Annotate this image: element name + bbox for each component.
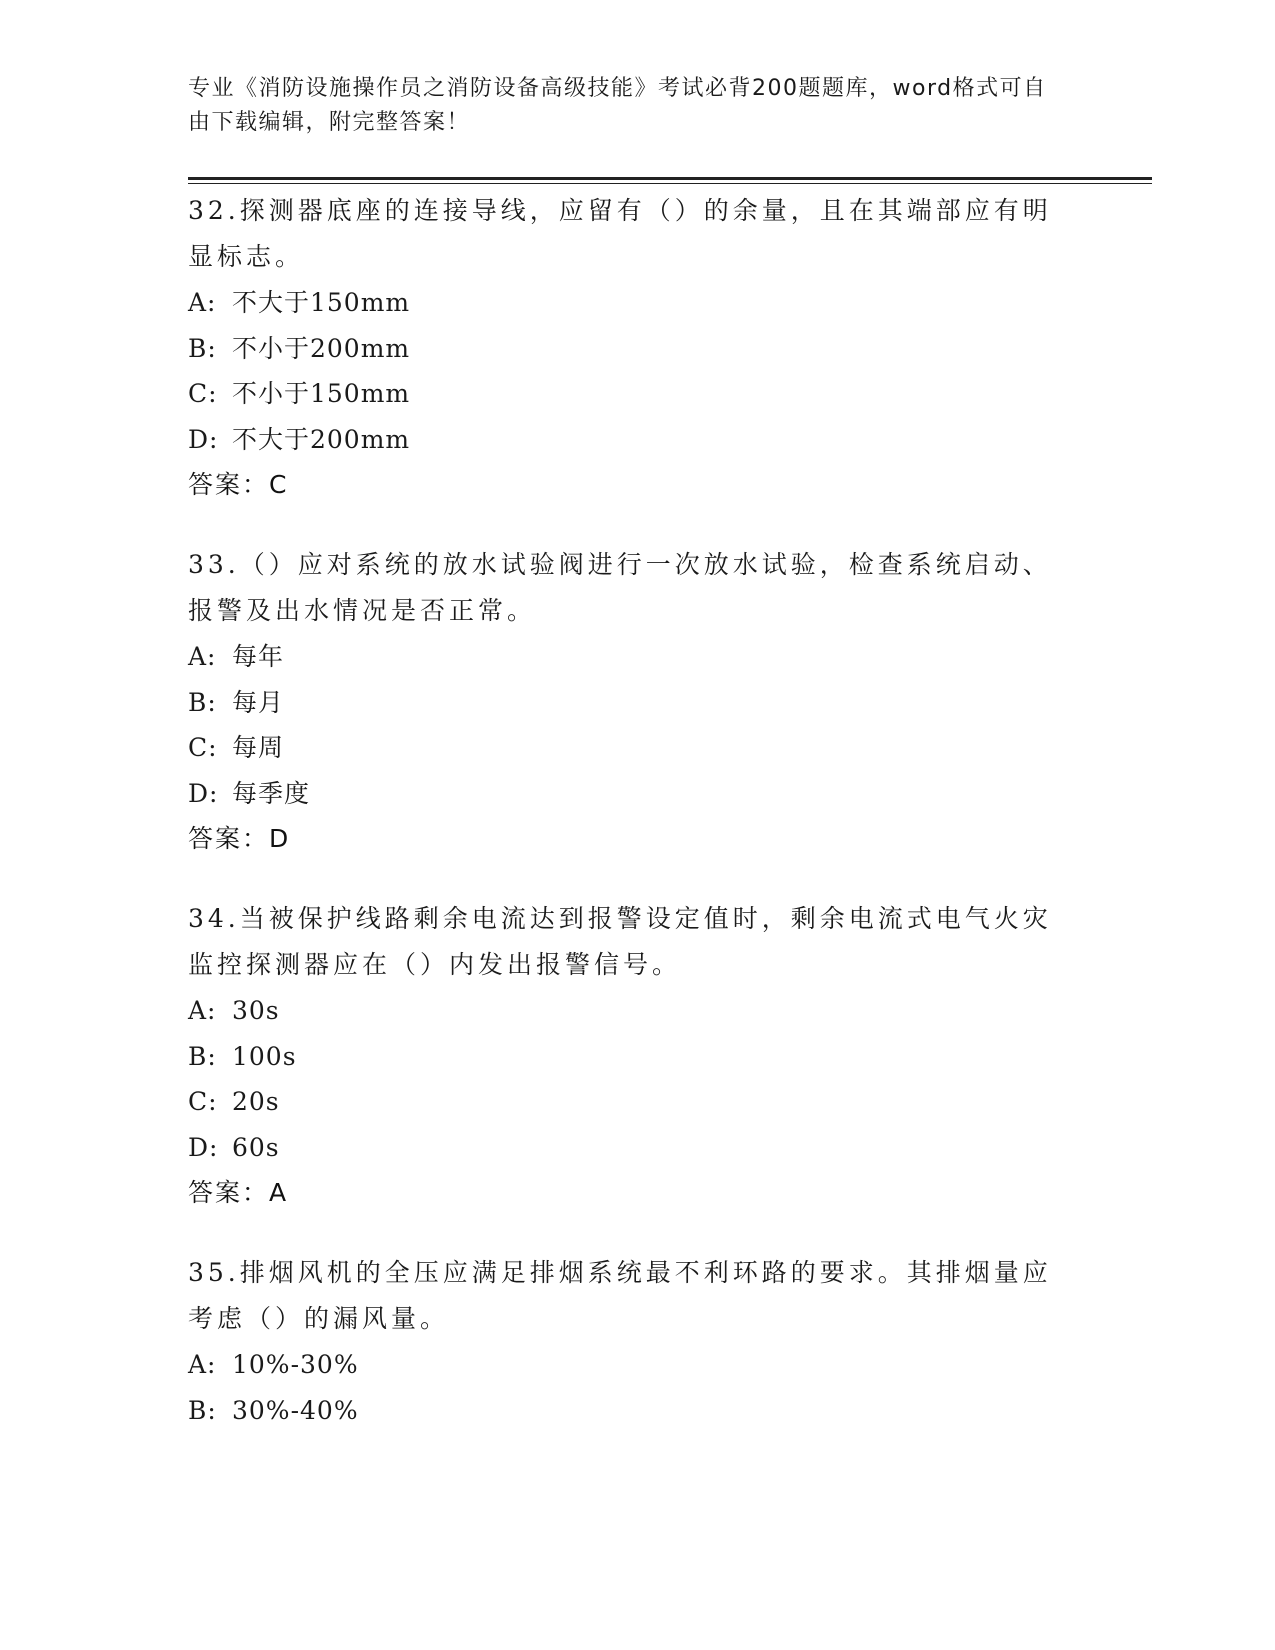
option-c	[188, 725, 1068, 771]
question-list	[188, 188, 1068, 1467]
option-text: 30s	[232, 996, 280, 1025]
option-text: 不大于200mm	[232, 424, 411, 454]
option-text: 不小于200mm	[232, 333, 411, 363]
option-text: 每季度	[232, 778, 311, 808]
option-text: 30%-40%	[232, 1395, 359, 1425]
option-a	[188, 634, 1068, 680]
option-a	[188, 280, 1068, 326]
option-a	[188, 1342, 1068, 1388]
option-letter: D:	[188, 424, 219, 454]
option-text: 不大于150mm	[232, 288, 411, 317]
option-letter: A:	[188, 642, 217, 671]
option-b	[188, 680, 1068, 726]
option-a	[188, 988, 1068, 1034]
question-33	[188, 542, 1068, 862]
option-d	[188, 771, 1068, 817]
option-letter: C:	[188, 1087, 218, 1116]
option-text: 每年	[232, 642, 285, 671]
option-text: 每月	[232, 687, 285, 717]
option-text: 每周	[232, 733, 285, 762]
option-c	[188, 371, 1068, 417]
option-letter: D:	[188, 778, 219, 808]
option-letter: D:	[188, 1132, 219, 1162]
header-divider-thick	[188, 177, 1152, 180]
option-d	[188, 417, 1068, 463]
option-d	[188, 1125, 1068, 1171]
question-stem: 35.排烟风机的全压应满足排烟系统最不利环路的要求。其排烟量应考虑（）的漏风量。	[188, 1258, 1052, 1333]
option-text: 20s	[232, 1087, 280, 1116]
option-letter: B:	[188, 687, 217, 717]
option-letter: A:	[188, 288, 217, 317]
option-letter: A:	[188, 996, 217, 1025]
option-b	[188, 1034, 1068, 1080]
option-letter: A:	[188, 1350, 217, 1379]
question-32	[188, 188, 1068, 508]
option-letter: B:	[188, 1041, 217, 1071]
answer-line: 答案：D	[188, 824, 291, 853]
option-letter: B:	[188, 1395, 217, 1425]
option-text: 不小于150mm	[232, 379, 411, 408]
document-page	[188, 72, 1068, 140]
option-c	[188, 1079, 1068, 1125]
answer-line: 答案：A	[188, 1178, 289, 1207]
option-text: 60s	[232, 1132, 280, 1162]
document-intro: 专业《消防设施操作员之消防设备高级技能》考试必背200题题库，word格式可自由下载编辑，附完整答案！	[188, 76, 1047, 135]
question-stem: 33.（）应对系统的放水试验阀进行一次放水试验，检查系统启动、报警及出水情况是否正常。	[188, 550, 1052, 625]
option-text: 10%-30%	[232, 1350, 359, 1379]
header-divider-thin	[188, 183, 1152, 184]
option-letter: B:	[188, 333, 217, 363]
question-34	[188, 896, 1068, 1216]
option-text: 100s	[232, 1041, 297, 1071]
answer-line: 答案：C	[188, 470, 289, 499]
option-letter: C:	[188, 733, 218, 762]
option-b	[188, 1388, 1068, 1434]
question-stem: 32.探测器底座的连接导线，应留有（）的余量，且在其端部应有明显标志。	[188, 196, 1052, 271]
option-b	[188, 326, 1068, 372]
question-35	[188, 1250, 1068, 1433]
question-stem: 34.当被保护线路剩余电流达到报警设定值时，剩余电流式电气火灾监控探测器应在（）内发出报警信号。	[188, 904, 1052, 979]
option-letter: C:	[188, 379, 218, 408]
